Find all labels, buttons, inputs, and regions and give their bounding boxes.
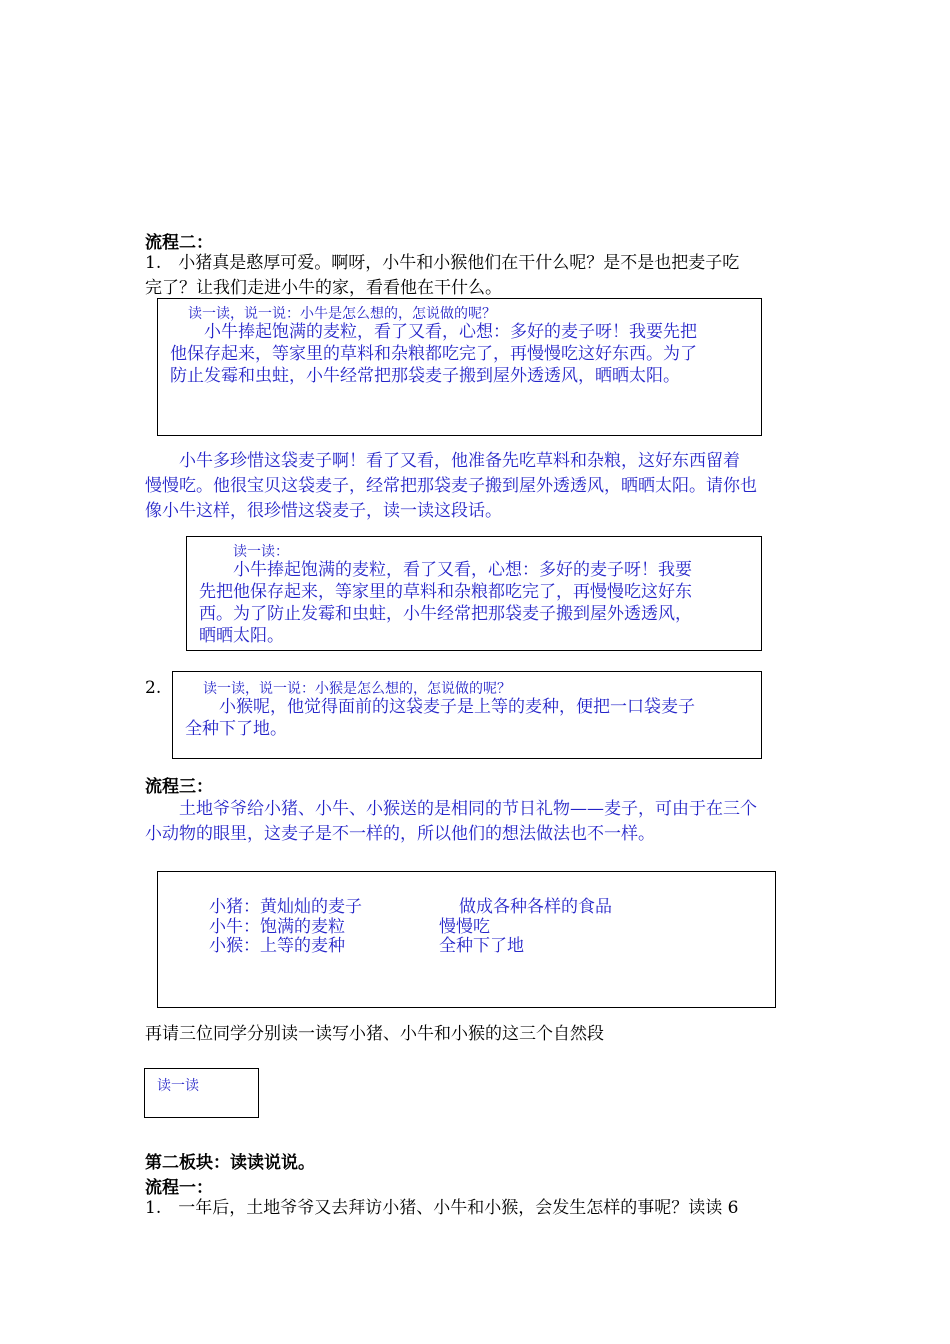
monkey-reading-box xyxy=(172,671,762,759)
summary-monkey-animal: 小猴：上等的麦种 xyxy=(209,936,345,956)
read-box xyxy=(144,1068,259,1118)
read-aloud-prompt: 读一读： xyxy=(233,544,289,560)
monkey-box-line-1: 小猴呢，他觉得面前的这袋麦子是上等的麦种，便把一口袋麦子 xyxy=(185,697,695,717)
monkey-box-line-2: 全种下了地。 xyxy=(185,719,287,739)
read-aloud-line-2: 先把他保存起来，等家里的草料和杂粮都吃完了，再慢慢吃这好东 xyxy=(199,582,692,602)
reread-instruction: 再请三位同学分别读一读写小猪、小牛和小猴的这三个自然段 xyxy=(145,1024,604,1044)
flow3-line-1: 土地爷爷给小猪、小牛、小猴送的是相同的节日礼物——麦子，可由于在三个 xyxy=(145,799,757,819)
read-box-label: 读一读 xyxy=(157,1078,199,1094)
read-aloud-line-1: 小牛捧起饱满的麦粒，看了又看，心想：多好的麦子呀！我要 xyxy=(199,560,692,580)
flow2-heading: 流程二： xyxy=(145,233,213,253)
section2-line-1: 1. 一年后，土地爷爷又去拜访小猪、小牛和小猴，会发生怎样的事呢？读读 6 xyxy=(145,1198,739,1218)
item-2-number: 2. xyxy=(145,678,162,698)
summary-monkey-action: 全种下了地 xyxy=(439,936,524,956)
cow-box-prompt: 读一读，说一说：小牛是怎么想的，怎说做的呢？ xyxy=(188,306,496,322)
read-aloud-line-4: 晒晒太阳。 xyxy=(199,626,284,646)
cow-box-line-2: 他保存起来，等家里的草料和杂粮都吃完了，再慢慢吃这好东西。为了 xyxy=(170,344,697,364)
monkey-box-prompt: 读一读，说一说：小猴是怎么想的，怎说做的呢？ xyxy=(203,681,511,697)
cow-paragraph-line-2: 慢慢吃。他很宝贝这袋麦子，经常把那袋麦子搬到屋外透透风，晒晒太阳。请你也 xyxy=(145,476,757,496)
cow-paragraph-line-3: 像小牛这样，很珍惜这袋麦子，读一读这段话。 xyxy=(145,501,502,521)
section2-heading: 第二板块：读读说说。 xyxy=(145,1153,315,1173)
cow-box-line-1: 小牛捧起饱满的麦粒，看了又看，心想：多好的麦子呀！我要先把 xyxy=(170,322,697,342)
cow-box-line-3: 防止发霉和虫蛀，小牛经常把那袋麦子搬到屋外透透风，晒晒太阳。 xyxy=(170,366,680,386)
read-aloud-line-3: 西。为了防止发霉和虫蛀，小牛经常把那袋麦子搬到屋外透透风， xyxy=(199,604,692,624)
summary-pig-action: 做成各种各样的食品 xyxy=(459,897,612,917)
section2-flow1-heading: 流程一： xyxy=(145,1178,213,1198)
flow2-intro-line-1: 1. 小猪真是憨厚可爱。啊呀，小牛和小猴他们在干什么呢？是不是也把麦子吃 xyxy=(145,253,740,273)
flow2-intro-line-2: 完了？让我们走进小牛的家，看看他在干什么。 xyxy=(145,278,502,298)
cow-paragraph-line-1: 小牛多珍惜这袋麦子啊！看了又看，他准备先吃草料和杂粮，这好东西留着 xyxy=(145,451,740,471)
summary-pig-animal: 小猪：黄灿灿的麦子 xyxy=(209,897,362,917)
summary-cow-action: 慢慢吃 xyxy=(439,917,490,937)
summary-cow-animal: 小牛：饱满的麦粒 xyxy=(209,917,345,937)
cow-reading-box xyxy=(157,298,762,436)
summary-comparison-box xyxy=(157,871,776,1008)
cow-read-aloud-box xyxy=(186,536,762,651)
flow3-heading: 流程三： xyxy=(145,777,213,797)
flow3-line-2: 小动物的眼里，这麦子是不一样的，所以他们的想法做法也不一样。 xyxy=(145,824,655,844)
